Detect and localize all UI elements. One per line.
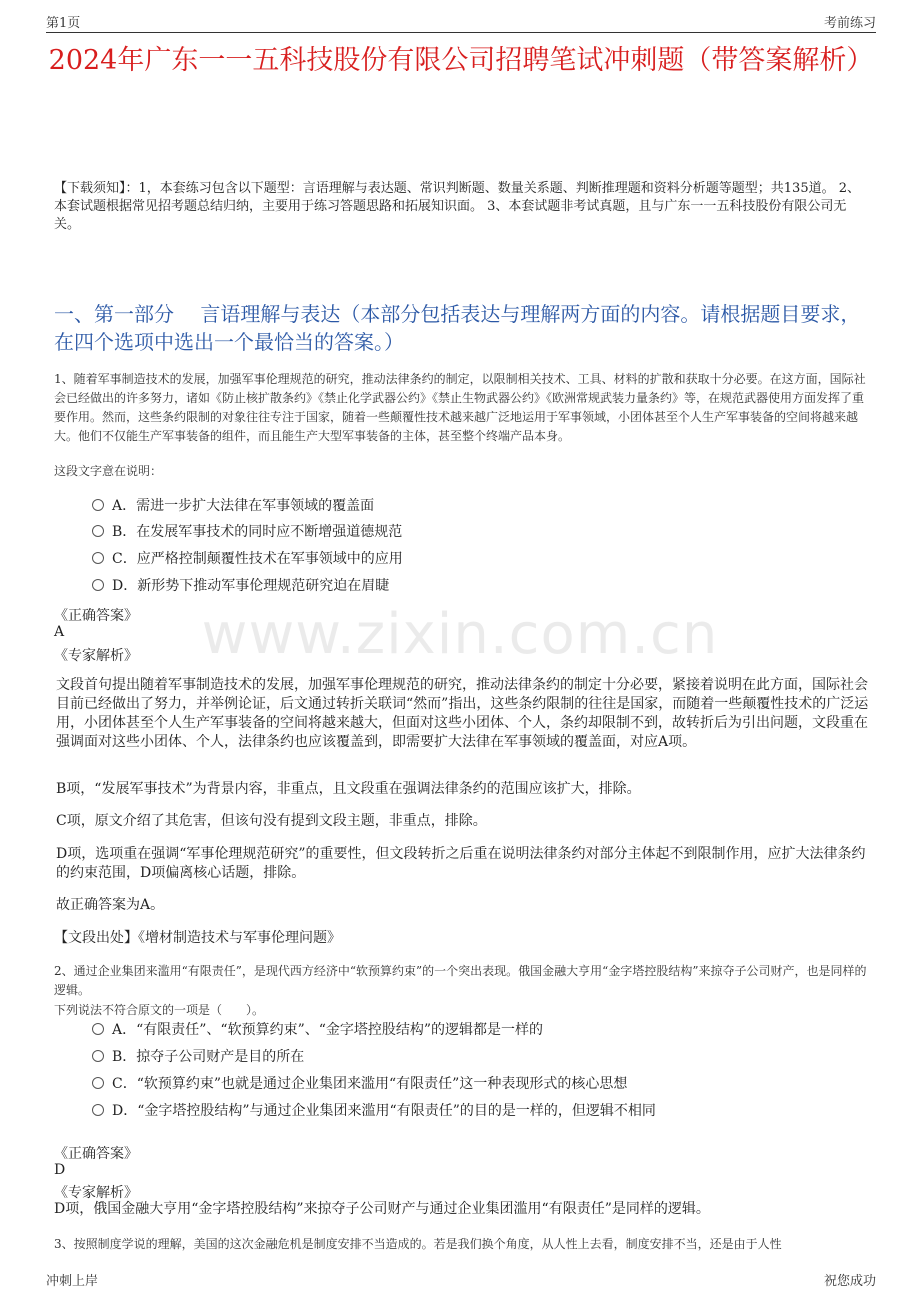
document-title: 2024年广东一一五科技股份有限公司招聘笔试冲刺题（带答案解析） [48, 45, 874, 76]
q1-option-a[interactable]: A．需进一步扩大法律在军事领域的覆盖面 [92, 496, 374, 516]
q1-analysis-para-4: D项，选项重在强调“军事伦理规范研究”的重要性，但文段转折之后重在说明法律条约对部分主体起不到限制作用，应扩大法律条约的约束范围，D项偏离核心话题，排除。 [56, 846, 866, 881]
question-2-prompt: 下列说法不符合原文的一项是（ ）。 [54, 1003, 265, 1017]
footer-right: 祝您成功 [823, 1274, 876, 1289]
radio-icon[interactable] [92, 525, 104, 537]
download-notice: 【下载须知】：1，本套练习包含以下题型：言语理解与表达题、常识判断题、数量关系题、判断推理题和资料分析题等题型；共135道。 2、本套试题根据常见招考题总结归纳，主要用于练习答题思路和拓展知识面。 3、本套试题非考试真题，且与广东一一五科技股份有限公司无关。 [54, 181, 860, 232]
q1-answer: A [54, 624, 65, 640]
radio-icon[interactable] [92, 1077, 104, 1089]
q1-option-d[interactable]: D．新形势下推动军事伦理规范研究迫在眉睫 [92, 576, 389, 596]
q2-option-a[interactable]: A．“有限责任”、“软预算约束”、“金字塔控股结构”的逻辑都是一样的 [92, 1020, 543, 1040]
q1-analysis-para-3: C项，原文介绍了其危害，但该句没有提到文段主题，非重点，排除。 [56, 813, 487, 829]
q1-analysis-para-5: 故正确答案为A。 [56, 897, 165, 913]
q1-option-b[interactable]: B．在发展军事技术的同时应不断增强道德规范 [92, 522, 402, 542]
question-1-prompt: 这段文字意在说明： [54, 464, 163, 478]
q2-option-c[interactable]: C．“软预算约束”也就是通过企业集团来滥用“有限责任”这一种表现形式的核心思想 [92, 1074, 627, 1094]
q1-answer-label: 《正确答案》 [54, 608, 138, 624]
q2-analysis: D项，俄国金融大亨用“金字塔控股结构”来掠夺子公司财产与通过企业集团滥用“有限责任”是同样的逻辑。 [54, 1201, 710, 1217]
watermark: www.zixin.com.cn [201, 602, 719, 667]
radio-icon[interactable] [92, 1050, 104, 1062]
q2-answer-label: 《正确答案》 [54, 1146, 138, 1162]
section-title: 一、第一部分 言语理解与表达（本部分包括表达与理解两方面的内容。请根据题目要求，在四个选项中选出一个最恰当的答案。） [54, 302, 861, 354]
q1-analysis-para-1: 文段首句提出随着军事制造技术的发展，加强军事伦理规范的研究，推动法律条约的制定十分必要，紧接着说明在此方面，国际社会目前已经做出了努力，并举例论证，后文通过转折关联词“然而”指出，这些条约限制的往往是国家，而随着一些颠覆性技术的广泛运用，小团体甚至个人生产军事装备的空间将越来越大，但面对这些小团体、个人，条约却限制不到，故转折后为引出问题，文段重在强调面对这些小团体、个人，法律条约也应该覆盖到，即需要扩大法律在军事领域的覆盖面，对应A项。 [56, 677, 869, 750]
question-1-text: 1、随着军事制造技术的发展，加强军事伦理规范的研究，推动法律条约的制定，以限制相关技术、工具、材料的扩散和获取十分必要。在这方面，国际社会已经做出的许多努力，诸如《防止核扩散条约》《禁止化学武器公约》《禁止生物武器公约》《欧洲常规武装力量条约》等，在规范武器使用方面发挥了重要作用。然而，这些条约限制的对象往往专注于国家，随着一些颠覆性技术越来越广泛地运用于军事领域，小团体甚至个人生产军事装备的空间将越来越大。他们不仅能生产军事装备的组件，而且能生产大型军事装备的主体，甚至整个终端产品本身。 [54, 372, 866, 443]
page-number: 第1页 [46, 16, 81, 31]
q1-analysis-para-2: B项，“发展军事技术”为背景内容，非重点，且文段重在强调法律条约的范围应该扩大，排除。 [56, 781, 641, 797]
radio-icon[interactable] [92, 499, 104, 511]
question-3-text: 3、按照制度学说的理解，美国的这次金融危机是制度安排不当造成的。若是我们换个角度，从人性上去看，制度安排不当，还是由于人性 [54, 1237, 782, 1251]
page-header [46, 10, 876, 33]
header-tag: 考前练习 [823, 16, 876, 31]
radio-icon[interactable] [92, 552, 104, 564]
q1-option-c[interactable]: C．应严格控制颠覆性技术在军事领域中的应用 [92, 549, 403, 569]
q2-option-d[interactable]: D．“金字塔控股结构”与通过企业集团来滥用“有限责任”的目的是一样的，但逻辑不相同 [92, 1101, 656, 1121]
q2-option-b[interactable]: B．掠夺子公司财产是目的所在 [92, 1047, 304, 1067]
footer-left: 冲刺上岸 [46, 1274, 99, 1289]
q1-source: 【文段出处】《增材制造技术与军事伦理问题》 [54, 930, 341, 946]
radio-icon[interactable] [92, 1104, 104, 1116]
q2-analysis-label: 《专家解析》 [54, 1185, 138, 1201]
question-2-text: 2、通过企业集团来滥用“有限责任”，是现代西方经济中“软预算约束”的一个突出表现。俄国金融大亨用“金字塔控股结构”来掠夺子公司财产，也是同样的逻辑。 [54, 964, 867, 997]
radio-icon[interactable] [92, 579, 104, 591]
q1-analysis-label: 《专家解析》 [54, 648, 138, 664]
q2-answer: D [54, 1162, 66, 1178]
radio-icon[interactable] [92, 1023, 104, 1035]
